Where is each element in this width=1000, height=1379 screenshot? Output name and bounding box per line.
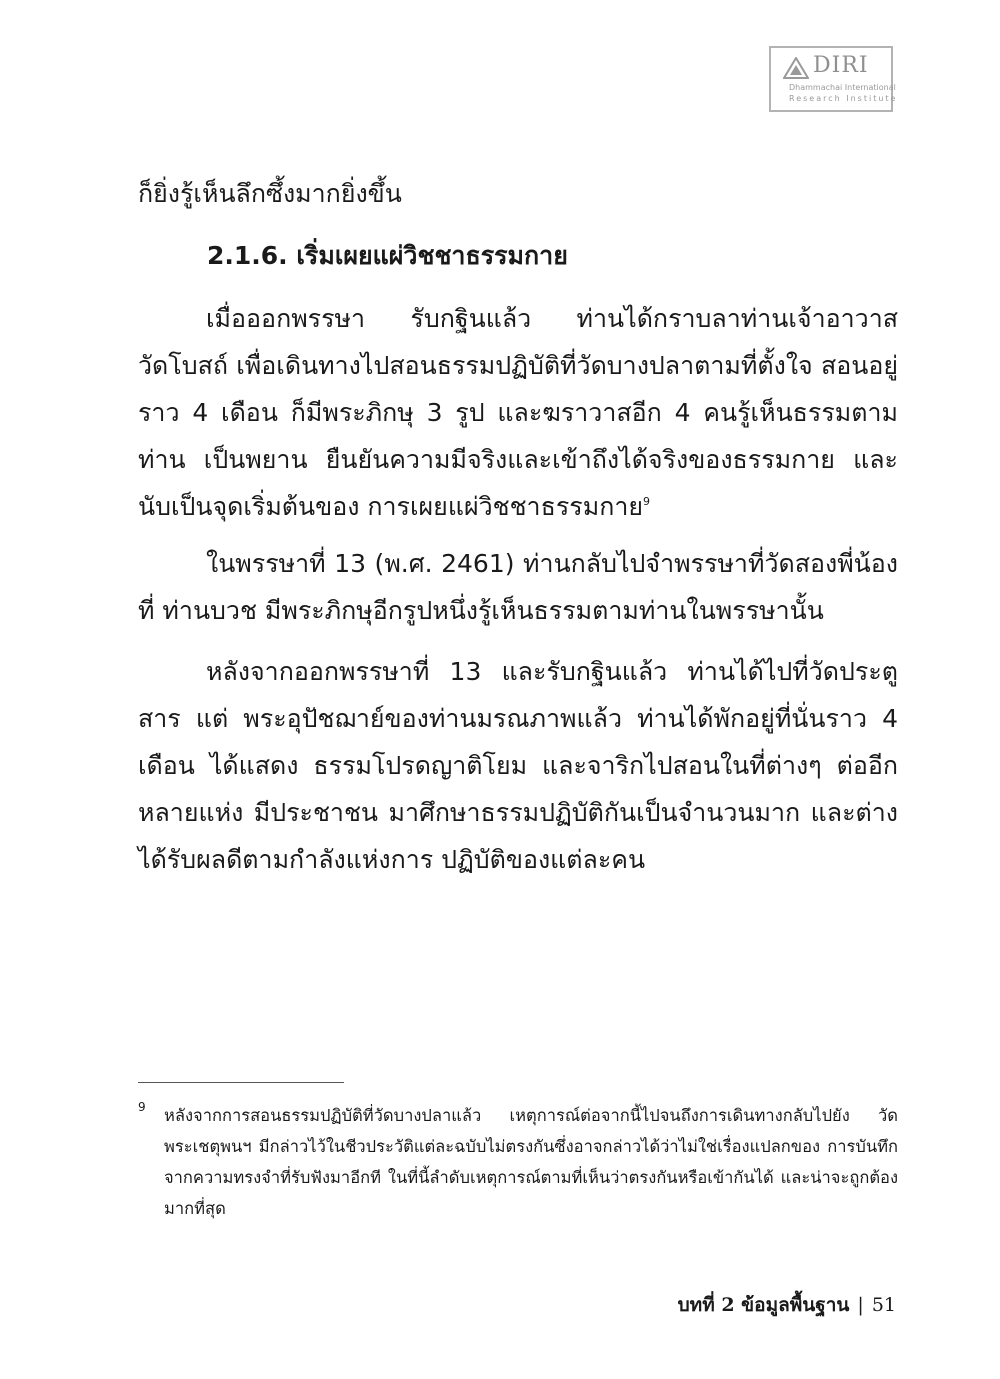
footnote [138, 1100, 898, 1224]
logo-subtitle-1: Dhammachai International [789, 83, 896, 92]
diri-logo [769, 46, 898, 112]
footnote-number: 9 [138, 1100, 146, 1114]
footnote-divider [138, 1082, 344, 1083]
footnote-reference[interactable]: 9 [643, 495, 651, 508]
chapter-title: บทที่ 2 ข้อมูลพื้นฐาน [677, 1294, 850, 1316]
footnote-text: หลังจากการสอนธรรมปฏิบัติที่วัดบางปลาแล้ว เหตุการณ์ต่อจากนี้ไปจนถึงการเดินทางกลับไปยัง วัดพระเชตุพนฯ มีกล่าวไว้ในชีวประวัติแต่ละฉบับไม่ตรงกันซึ่งอาจกล่าวได้ว่าไม่ใช่เรื่องแปลกของ การบันทึกจากความทรงจำที่รับฟังมาอีกที ในที่นี้ลำดับเหตุการณ์ตามที่เห็นว่าตรงกันหรือเข้ากันได้ และน่าจะถูกต้องมากที่สุด [164, 1106, 898, 1218]
logo-name: DIRI [813, 53, 869, 78]
logo-subtitle-2: Research Institute [789, 94, 898, 103]
paragraph-2: ในพรรษาที่ 13 (พ.ศ. 2461) ท่านกลับไปจำพรรษาที่วัดสองพี่น้องที่ ท่านบวช มีพระภิกษุอีกรูปหนึ่งรู้เห็นธรรมตามท่านในพรรษานั้น [138, 549, 898, 625]
continued-line: ก็ยิ่งรู้เห็นลึกซึ้งมากยิ่งขึ้น [138, 179, 402, 208]
paragraph-1 [138, 295, 898, 530]
paragraph-3: หลังจากออกพรรษาที่ 13 และรับกฐินแล้ว ท่านได้ไปที่วัดประตูสาร แต่ พระอุปัชฌาย์ของท่านมรณภาพแล้ว ท่านได้พักอยู่ที่นั่นราว 4 เดือน ได้แสดง ธรรมโปรดญาติโยม และจาริกไปสอนในที่ต่างๆ ต่ออีกหลายแห่ง มีประชาชน มาศึกษาธรรมปฏิบัติกันเป็นจำนวนมาก และต่างได้รับผลดีตามกำลังแห่งการ ปฏิบัติของแต่ละคน [138, 657, 898, 874]
page-footer [678, 1290, 896, 1320]
footer-separator: | [857, 1294, 864, 1316]
triangle-logo-icon [783, 57, 809, 79]
paragraph-1-text: เมื่อออกพรรษา รับกฐินแล้ว ท่านได้กราบลาท่านเจ้าอาวาสวัดโบสถ์ เพื่อเดินทางไปสอนธรรมปฏิบัติที่วัดบางปลาตามที่ตั้งใจ สอนอยู่ราว 4 เดือน ก็มีพระภิกษุ 3 รูป และฆราวาสอีก 4 คนรู้เห็นธรรมตามท่าน เป็นพยาน ยืนยันความมีจริงและเข้าถึงได้จริงของธรรมกาย และนับเป็นจุดเริ่มต้นของ การเผยแผ่วิชชาธรรมกาย [138, 304, 898, 521]
section-heading: 2.1.6. เริ่มเผยแผ่วิชชาธรรมกาย [207, 241, 568, 270]
page-number: 51 [871, 1294, 896, 1316]
